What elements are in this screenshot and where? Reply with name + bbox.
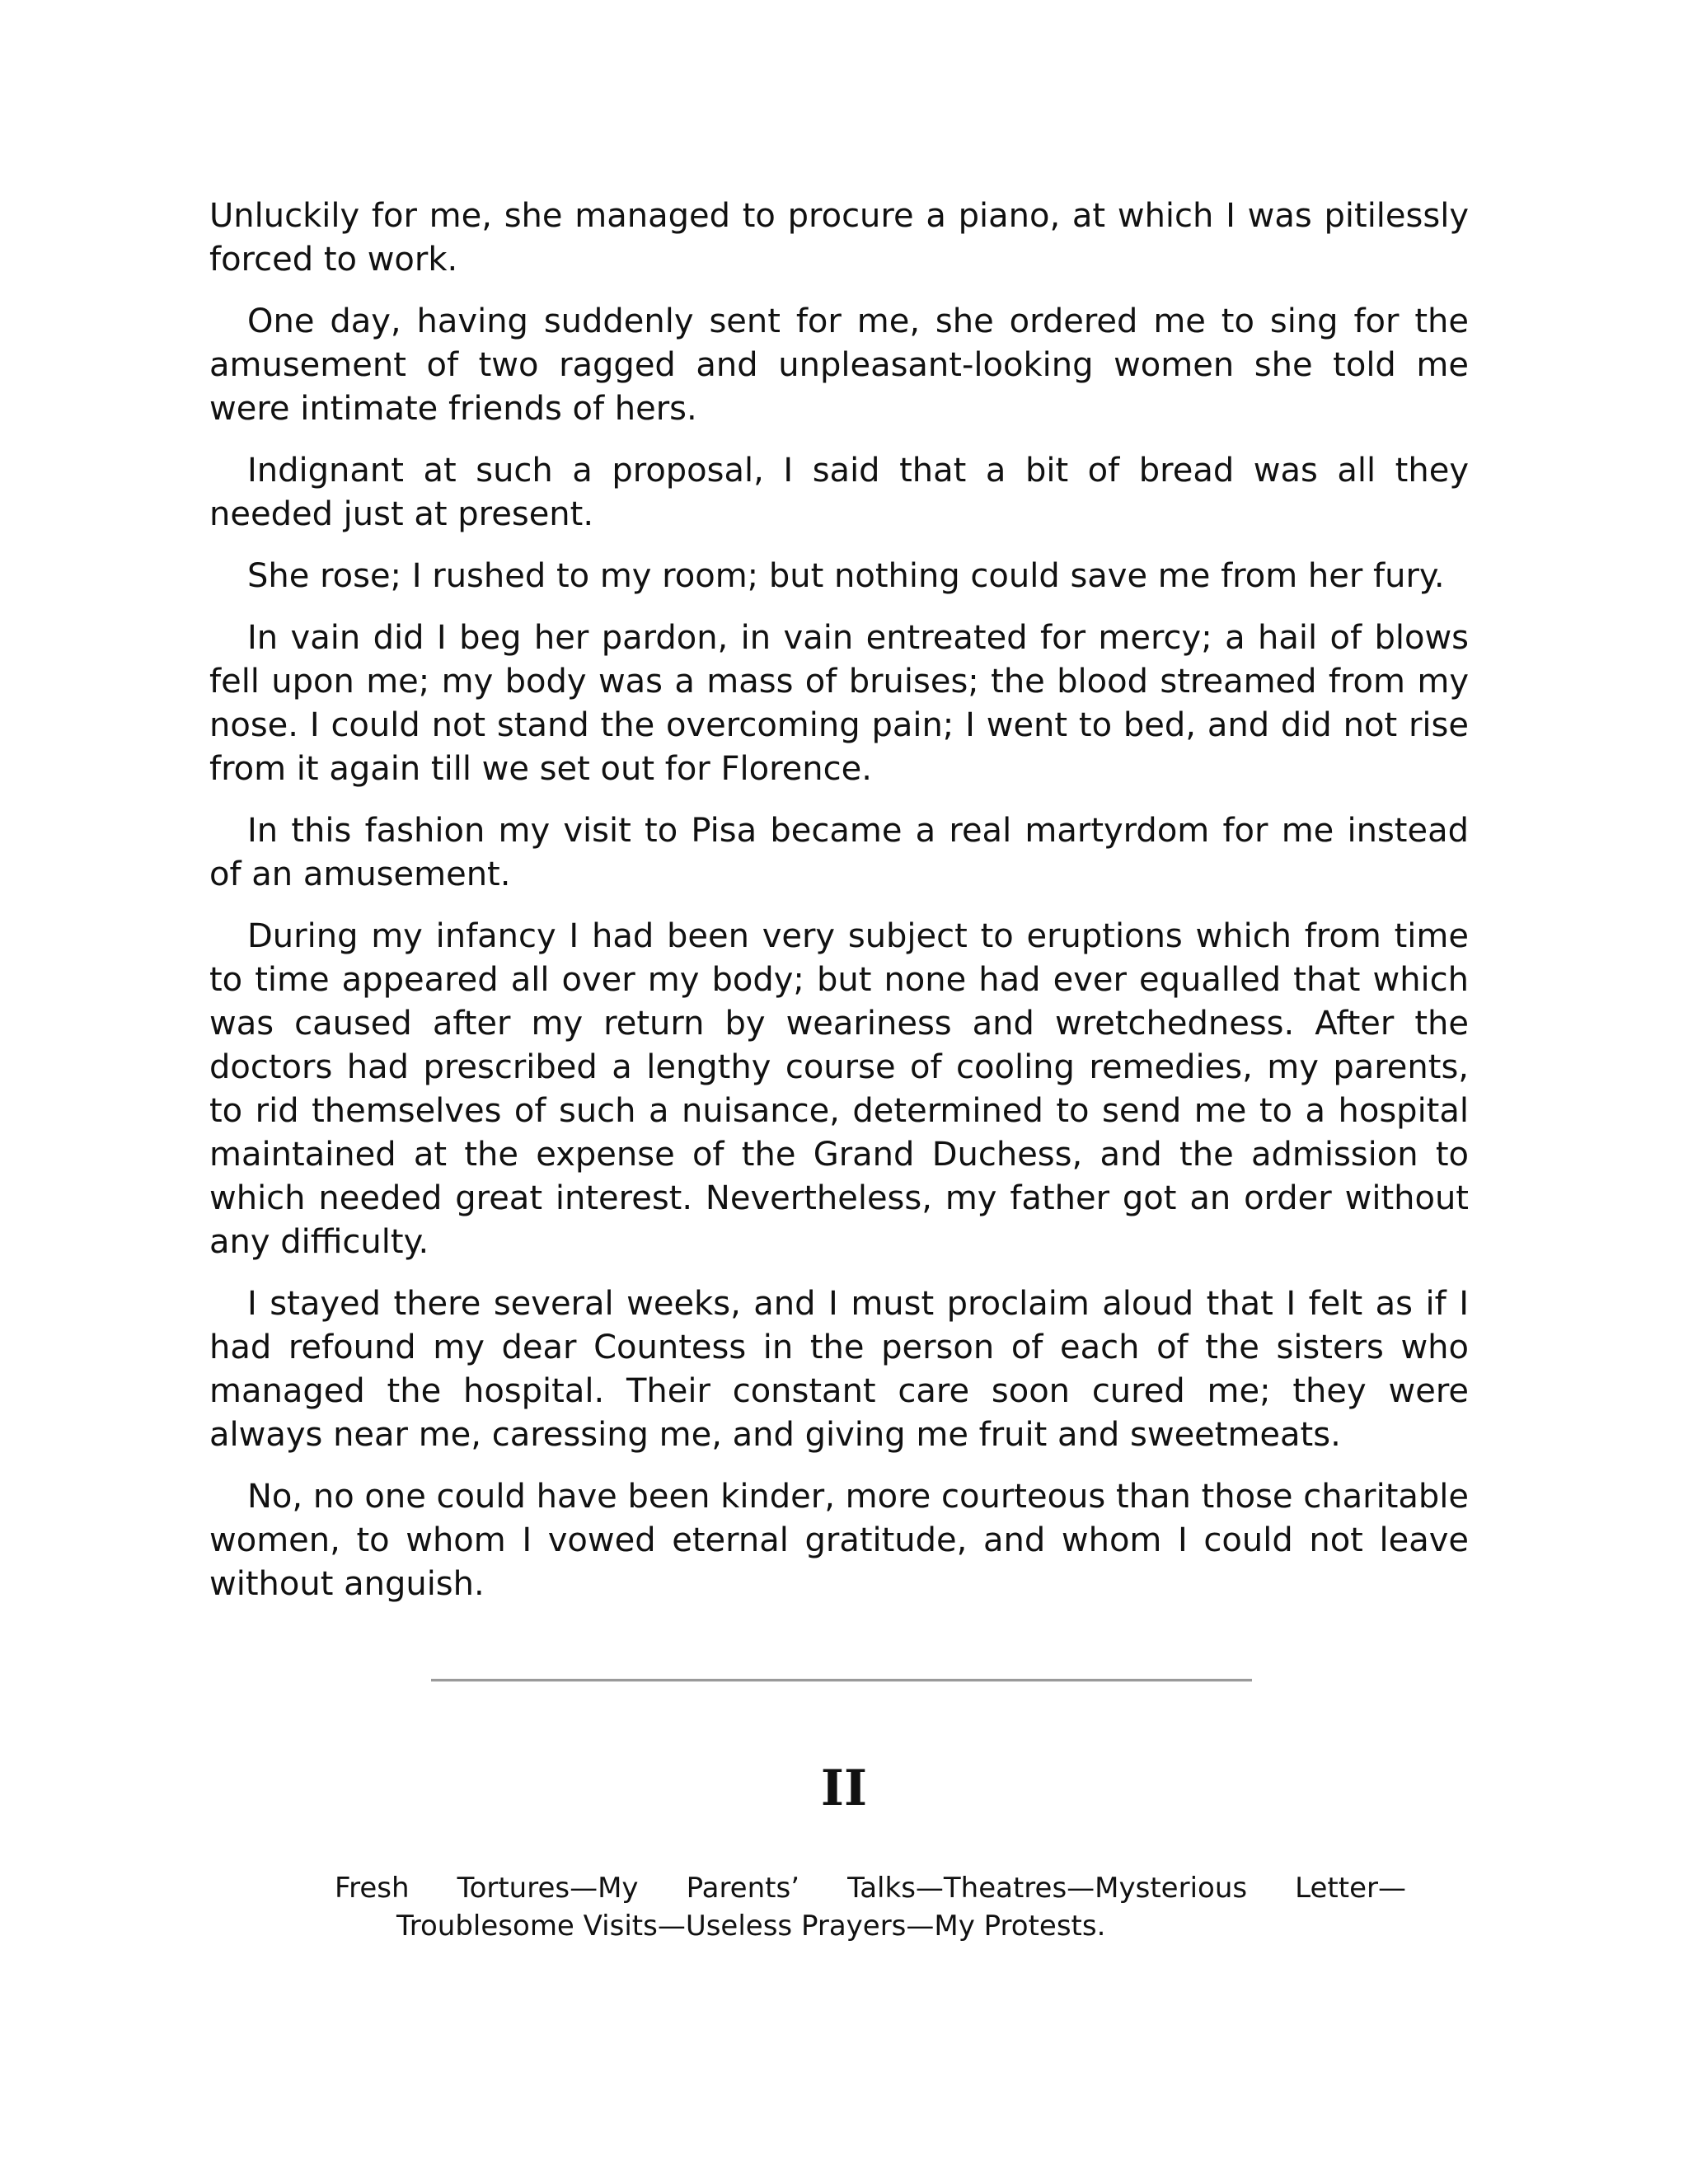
paragraph: In this fashion my visit to Pisa became a real martyrdom for me instead of an amusement. [209, 812, 1469, 893]
paragraph: Unluckily for me, she managed to procure a piano, at which I was pitilessly forced to work. [209, 197, 1469, 279]
chapter-number: II [820, 1760, 868, 1817]
paragraph: No, no one could have been kinder, more courteous than those charitable women, to whom I vowed eternal gratitude, and whom I could not leave without anguish. [209, 1478, 1469, 1603]
paragraph: She rose; I rushed to my room; but nothing could save me from her fury. [247, 557, 1445, 595]
paragraph: During my infancy I had been very subject to eruptions which from time to time appeared all over my body; but none had ever equalled that which was caused after my return by weariness and wretchedness. After the doctors had prescribed a lengthy course of cooling remedies, my parents, to rid themselves of such a nuisance, determined to send me to a hospital maintained at the expense of the Grand Duchess, and the admission to which needed great interest. Nevertheless, my father got an order without any difficulty. [209, 917, 1469, 1261]
paragraph: Indignant at such a proposal, I said that a bit of bread was all they needed just at present. [209, 452, 1469, 533]
section-divider [431, 1679, 1252, 1682]
body-text [209, 194, 1469, 1624]
paragraph: I stayed there several weeks, and I must proclaim aloud that I felt as if I had refound my dear Countess in the person of each of the sisters who managed the hospital. Their constant care soon cured me; they were always near me, caressing me, and giving me fruit and sweetmeats. [209, 1285, 1469, 1454]
paragraph: One day, having suddenly sent for me, she ordered me to sing for the amusement of two ragged and unpleasant-looking women she told me were intimate friends of hers. [209, 302, 1469, 428]
chapter-summary: Fresh Tortures—My Parents’ Talks—Theatres—Mysterious Letter—Troublesome Visits—Useless Prayers—My Protests. [335, 1872, 1406, 1943]
paragraph: In vain did I beg her pardon, in vain entreated for mercy; a hail of blows fell upon me; my body was a mass of bruises; the blood streamed from my nose. I could not stand the overcoming pain; I went to bed, and did not rise from it again till we set out for Florence. [209, 619, 1469, 788]
